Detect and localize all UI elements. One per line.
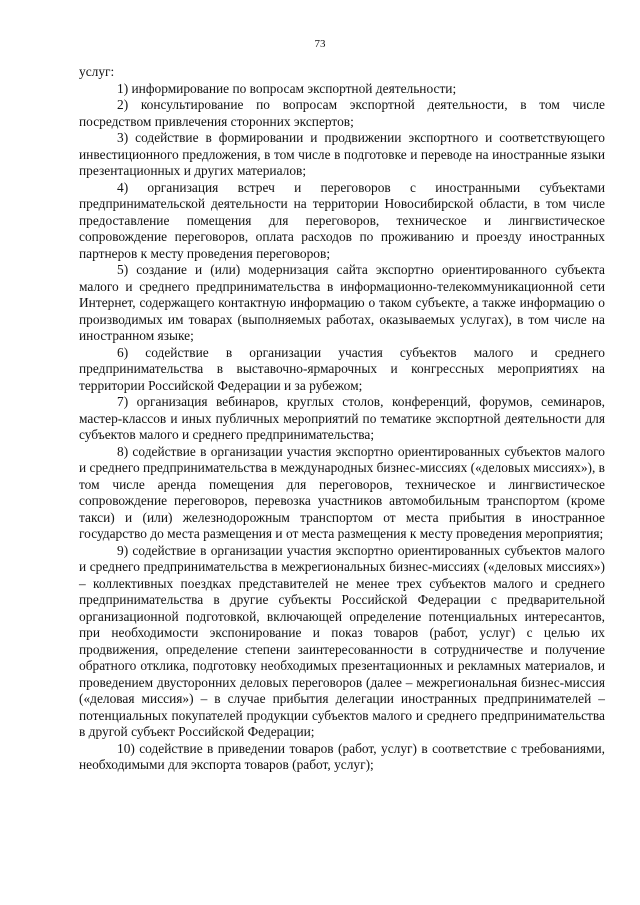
page-number: 73 xyxy=(314,38,326,50)
list-item: 7) организация вебинаров, круглых столов, конференций, форумов, семинаров, мастер-классов и иных публичных мероприятий по тематике экспортной деятельности для субъектов малого и среднего предпринимательства; xyxy=(79,394,605,442)
list-item: 1) информирование по вопросам экспортной деятельности; xyxy=(117,80,457,96)
lead-line: услуг: xyxy=(79,64,115,79)
list-item: 8) содействие в организации участия экспортно ориентированных субъектов малого и среднего предпринимательства в международных бизнес-миссиях («деловых миссиях»), в том числе аренда помещения для переговоров, техническое и лингвистическое сопровождение переговоров, перевозка участников автомобильным транспортом (кроме такси) и (или) железнодорожным транспортом от места прибытия в иностранное государство до места размещения и от места размещения к месту проведения мероприятия; xyxy=(79,443,605,541)
list-item: 9) содействие в организации участия экспортно ориентированных субъектов малого и среднего предпринимательства в межрегиональных бизнес-миссиях («деловых миссиях») – коллективных поездках представителей не менее трех субъектов малого и среднего предпринимательства в другие субъекты Российской Федерации с предварительной организационной подготовкой, включающей определение потенциальных интересантов, при необходимости экспонирование и показ товаров (работ, услуг) с целью их продвижения, определение степени заинтересованности в сотрудничестве и получение обратного отклика, подготовку необходимых презентационных и рекламных материалов, и проведением двусторонних деловых переговоров (далее – межрегиональная бизнес-миссия («деловая миссия») – в случае прибытия делегации иностранных предпринимателей – потенциальных покупателей продукции субъектов малого и среднего предпринимательства в другой субъект Российской Федерации; xyxy=(79,542,605,739)
body-text xyxy=(79,64,605,774)
list-item: 3) содействие в формировании и продвижении экспортного и соответствующего инвестиционного предложения, в том числе в подготовке и переводе на иностранные языки презентационных и других материалов; xyxy=(79,130,605,178)
list-item: 5) создание и (или) модернизация сайта экспортно ориентированного субъекта малого и среднего предпринимательства в информационно-телекоммуникационной сети Интернет, содержащего контактную информацию о таком субъекте, а также информацию о производимых им товарах (выполняемых работах, оказываемых услугах), в том числе на иностранном языке; xyxy=(79,262,605,343)
list-item: 2) консультирование по вопросам экспортной деятельности, в том числе посредством привлечения сторонних экспертов; xyxy=(79,97,605,129)
list-item: 10) содействие в приведении товаров (работ, услуг) в соответствие с требованиями, необходимыми для экспорта товаров (работ, услуг); xyxy=(79,740,605,772)
list-item: 6) содействие в организации участия субъектов малого и среднего предпринимательства в выставочно-ярмарочных и конгрессных мероприятиях на территории Российской Федерации и за рубежом; xyxy=(79,344,605,393)
list-item: 4) организация встреч и переговоров с иностранными субъектами предпринимательской деятельности на территории Новосибирской области, в том числе предоставление помещения для переговоров, техническое и лингвистическое сопровождение переговоров, оплата расходов по проживанию и проезду иностранных партнеров к месту проведения переговоров; xyxy=(79,179,605,261)
